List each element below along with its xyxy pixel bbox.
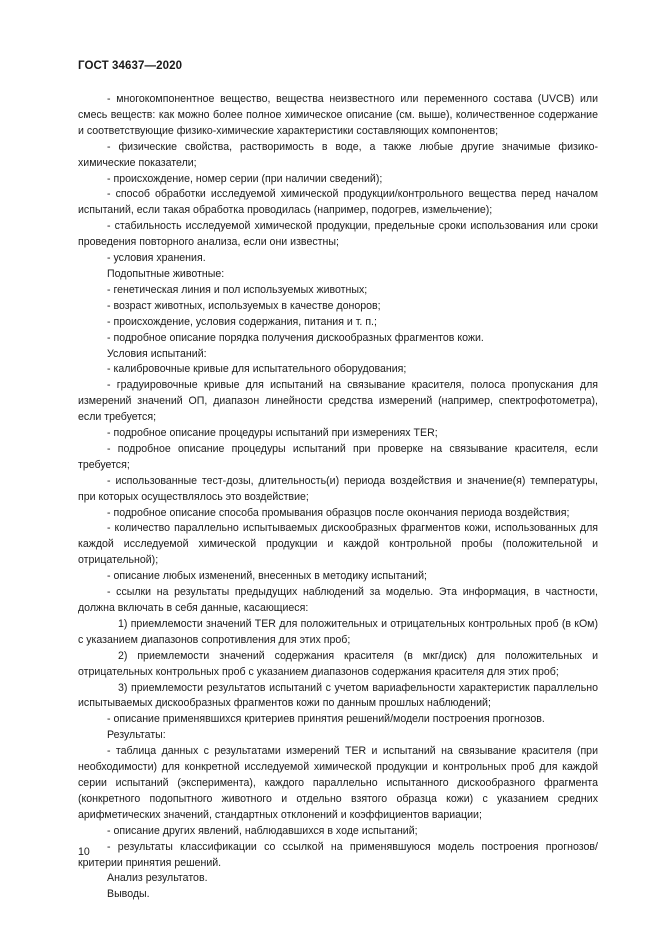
paragraph: - количество параллельно испытываемых дискообразных фрагментов кожи, использованных для каждой исследуемой химической продукции и каждой контрольной пробы (положительной и отрицательной); bbox=[78, 522, 598, 567]
paragraph: - стабильность исследуемой химической продукции, предельные сроки использования или сроки проведения повторного анализа, если они известны; bbox=[78, 220, 598, 249]
paragraph: - многокомпонентное вещество, вещества неизвестного или переменного состава (UVCB) или смесь веществ: как можно более полное химическое описание (см. выше), количественное содержание и соответствующие физико-химические характеристики составляющих компонентов; bbox=[78, 93, 598, 137]
document-body bbox=[78, 92, 598, 903]
paragraph: - способ обработки исследуемой химической продукции/контрольного вещества перед началом испытаний, если такая обработка проводилась (например, подогрев, измельчение); bbox=[78, 188, 598, 217]
paragraph: - подробное описание процедуры испытаний при измерениях TER; bbox=[107, 427, 438, 440]
paragraph: - подробное описание порядка получения дискообразных фрагментов кожи. bbox=[107, 331, 484, 344]
paragraph: - результаты классификации со ссылкой на применявшуюся модель построения прогнозов/критерии принятия решений. bbox=[78, 840, 598, 869]
paragraph: - подробное описание процедуры испытаний при проверке на связывание красителя, если требуется; bbox=[78, 442, 598, 471]
paragraph: - калибровочные кривые для испытательного оборудования; bbox=[107, 363, 407, 376]
paragraph: - возраст животных, используемых в качестве доноров; bbox=[107, 299, 381, 312]
document-code: ГОСТ 34637—2020 bbox=[78, 60, 183, 72]
section-heading: Результаты: bbox=[107, 729, 166, 742]
numbered-item: 1) приемлемости значений TER для положительных и отрицательных контрольных проб (в кОм) с указанием диапазонов сопротивления для этих проб; bbox=[78, 617, 598, 646]
paragraph: - описание других явлений, наблюдавшихся в ходе испытаний; bbox=[107, 824, 418, 837]
paragraph: - использованные тест-дозы, длительность(и) периода воздействия и значение(я) температуры, при которых осуществлялось это воздействие; bbox=[78, 474, 598, 503]
paragraph: - описание любых изменений, внесенных в методику испытаний; bbox=[107, 570, 427, 583]
section-heading: Анализ результатов. bbox=[107, 872, 208, 885]
numbered-item: 3) приемлемости результатов испытаний с учетом вариафельности характеристик параллельно испытываемых дискообразных фрагментов кожи по данным прошлых наблюдений; bbox=[78, 681, 598, 710]
paragraph: - подробное описание способа промывания образцов после окончания периода воздействия; bbox=[107, 506, 570, 519]
paragraph: - происхождение, номер серии (при наличии сведений); bbox=[107, 172, 383, 185]
numbered-item: 2) приемлемости значений содержания красителя (в мкг/диск) для положительных и отрицательных контрольных проб с указанием диапазонов содержания красителя для этих проб; bbox=[78, 649, 598, 678]
paragraph: - ссылки на результаты предыдущих наблюдений за моделью. Эта информация, в частности, должна включать в себя данные, касающиеся: bbox=[78, 586, 598, 614]
page-number: 10 bbox=[78, 846, 90, 858]
paragraph: - градуировочные кривые для испытаний на связывание красителя, полоса пропускания для измерений значений ОП, диапазон линейности средства измерений (например, спектрофотометра), если требуется; bbox=[78, 379, 598, 424]
paragraph: - физические свойства, растворимость в воде, а также любые другие значимые физико-химические показатели; bbox=[78, 140, 598, 169]
paragraph: - генетическая линия и пол используемых животных; bbox=[107, 283, 368, 296]
paragraph: - описание применявшихся критериев принятия решений/модели построения прогнозов. bbox=[107, 713, 545, 726]
paragraph: - происхождение, условия содержания, питания и т. п.; bbox=[107, 315, 377, 328]
paragraph: - условия хранения. bbox=[107, 252, 206, 265]
section-heading: Условия испытаний: bbox=[107, 347, 207, 360]
paragraph: - таблица данных с результатами измерений TER и испытаний на связывание красителя (при необходимости) для конкретной исследуемой химической продукции и контрольных проб для каждой серии испытаний (эксперимента), каждого параллельно испытанного дискообразного фрагмента (конкретного подопытного животного и отдельно взятого образца кожи) с указанием средних арифметических значений, стандартных отклонений и коэффициентов вариации; bbox=[78, 745, 598, 821]
section-heading: Выводы. bbox=[107, 888, 150, 901]
section-heading: Подопытные животные: bbox=[107, 267, 225, 280]
